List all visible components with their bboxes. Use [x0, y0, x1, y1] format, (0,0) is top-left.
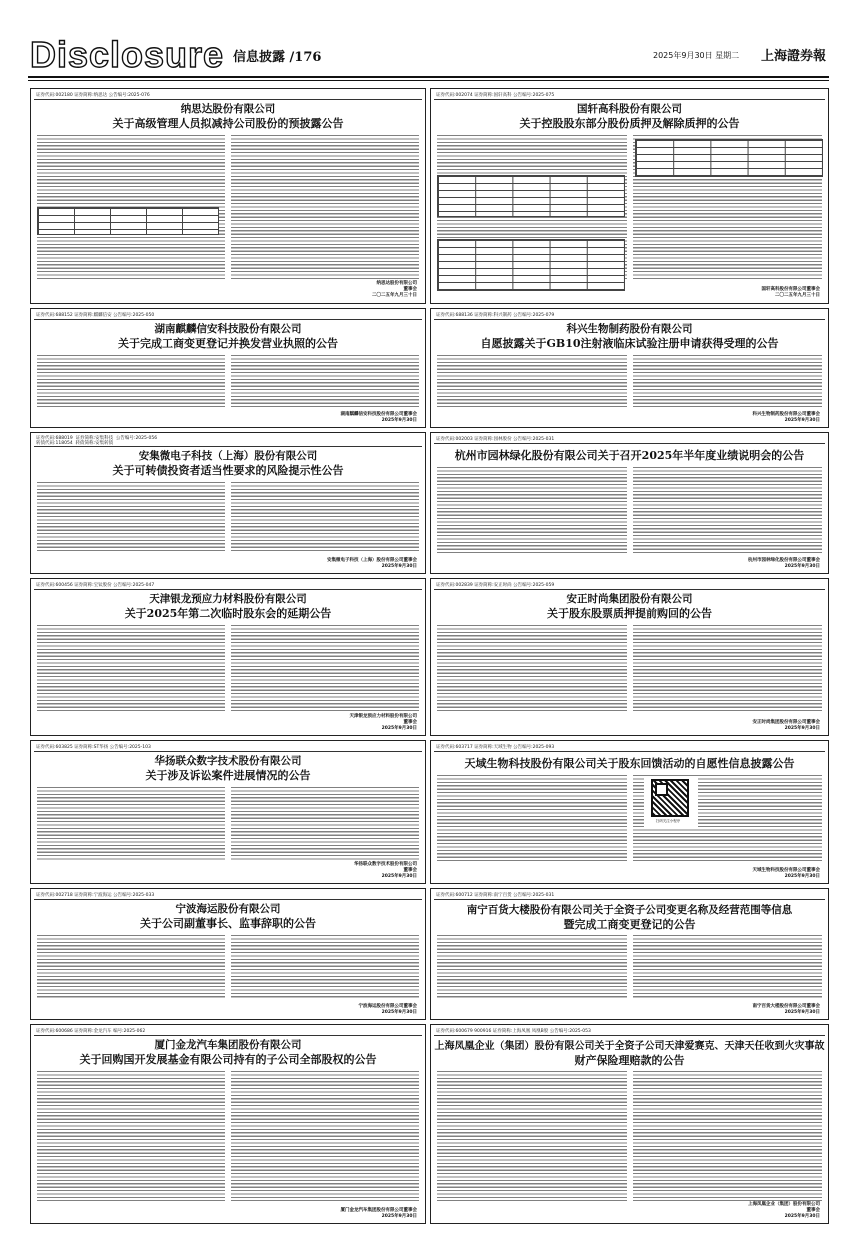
notice-signer: 上海凤凰企业（集团）股份有限公司 董事会 2025年9月30日 — [748, 1202, 820, 1219]
notice-company: 华扬联众数字技术股份有限公司 — [154, 755, 302, 767]
notice-signer: 宁波海运股份有限公司董事会 2025年9月30日 — [358, 1004, 417, 1015]
notice-code: 证券代码:688136 证券简称:科兴制药 公告编号:2025-079 — [436, 313, 555, 318]
notice-nanning-dept — [430, 888, 829, 1020]
notice-body-text — [437, 1071, 822, 1201]
notice-phoenix — [430, 1024, 829, 1224]
notice-body-text — [37, 482, 419, 553]
notice-company: 国轩高科股份有限公司 — [577, 103, 682, 115]
notice-title: 关于回购国开发展基金有限公司持有的子公司全部股权的公告 — [79, 1053, 377, 1066]
notice-title: 天域生物科技股份有限公司关于股东回馈活动的自愿性信息披露公告 — [464, 757, 795, 770]
notice-company: 天津银龙预应力材料股份有限公司 — [149, 593, 307, 605]
notice-code: 证券代码:600456 证券简称:宝钛股份 公告编号:2025-047 — [36, 583, 155, 588]
notice-signer: 南宁百货大楼股份有限公司董事会 2025年9月30日 — [752, 1004, 820, 1015]
notice-anzheng — [430, 578, 829, 736]
shareholding-table — [37, 207, 219, 235]
notice-title: 上海凤凰企业（集团）股份有限公司关于全资子公司天津爱赛克、天津天任收到火灾事故 — [434, 1041, 825, 1052]
notice-guoxuan — [430, 88, 829, 304]
notice-title: 自愿披露关于GB10注射液临床试验注册申请获得受理的公告 — [480, 337, 779, 350]
newspaper-name: 上海證券報 — [761, 49, 827, 64]
notice-code: 证券代码:002003 证券简称:园林股份 公告编号:2025-031 — [436, 437, 555, 442]
notice-title: 关于涉及诉讼案件进展情况的公告 — [145, 769, 311, 782]
notice-company: 湖南麒麟信安科技股份有限公司 — [154, 323, 302, 335]
notice-signer: 安正时尚集团股份有限公司董事会 2025年9月30日 — [752, 720, 820, 731]
notice-kinglong — [30, 1024, 426, 1224]
notice-yuanlin — [430, 432, 829, 574]
notice-signer: 安集微电子科技（上海）股份有限公司董事会 2025年9月30日 — [327, 558, 417, 569]
notice-body-text — [37, 787, 419, 861]
section-title: 信息披露 /176 — [233, 50, 322, 65]
notice-title: 关于完成工商变更登记并换发营业执照的公告 — [118, 337, 338, 350]
notice-signer: 厦门金龙汽车集团股份有限公司董事会 2025年9月30日 — [340, 1208, 417, 1219]
notice-body-text — [37, 355, 419, 407]
notice-tianyu — [430, 740, 829, 884]
notice-title-line2: 暨完成工商变更登记的公告 — [563, 918, 696, 931]
notice-signer: 天津银龙预应力材料股份有限公司 董事会 2025年9月30日 — [349, 714, 417, 731]
section-wordmark: Disclosure — [30, 34, 225, 75]
notice-code: 证券代码:600679 900916 证券简称:上海凤凰 凤凰B股 公告编号:2025-053 — [436, 1029, 591, 1034]
notice-code: 证券代码:688152 证券简称:麒麟信安 公告编号:2025-050 — [36, 313, 155, 318]
notice-code: 证券代码:603825 证券简称:ST华扬 公告编号:2025-103 — [36, 745, 151, 750]
notice-title: 关于2025年第二次临时股东会的延期公告 — [124, 607, 332, 620]
masthead-rule-thin — [28, 80, 829, 81]
notice-code: 证券代码:600712 证券简称:南宁百货 公告编号:2025-031 — [436, 893, 555, 898]
notice-signer: 杭州市园林绿化股份有限公司董事会 2025年9月30日 — [748, 558, 820, 569]
issue-date: 2025年9月30日 星期二 — [653, 51, 740, 60]
notice-signer: 华扬联众数字技术股份有限公司 董事会 2025年9月30日 — [354, 862, 417, 879]
notice-signer: 科兴生物制药股份有限公司董事会 2025年9月30日 — [752, 412, 820, 423]
notice-ningbo-shipping — [30, 888, 426, 1020]
notice-body-text — [37, 1071, 419, 1201]
notice-title: 南宁百货大楼股份有限公司关于全资子公司变更名称及经营范围等信息 — [466, 904, 793, 916]
qr-code-icon[interactable] — [651, 779, 689, 817]
notice-title: 关于公司副董事长、监事辞职的公告 — [140, 917, 316, 930]
notice-body-text — [37, 625, 419, 713]
cumulative-pledge-table — [635, 139, 823, 177]
notice-code: 证券代码:002718 证券简称:宁波海运 公告编号:2025-033 — [36, 893, 155, 898]
notice-title: 关于高级管理人员拟减持公司股份的预披露公告 — [112, 117, 344, 130]
notice-body-text — [437, 935, 822, 999]
notice-code: 证券代码:600686 证券简称:金龙汽车 编号:2025-062 — [36, 1029, 146, 1034]
qr-caption: 扫码关注小程序 — [655, 819, 681, 823]
notice-company: 安正时尚集团股份有限公司 — [566, 593, 693, 605]
masthead-rule — [28, 76, 829, 78]
notice-signer: 纳思达股份有限公司 董事会 二〇二五年九月三十日 — [372, 281, 417, 298]
notice-code: 证券代码:002839 证券简称:安正时尚 公告编号:2025-059 — [436, 583, 555, 588]
pledge-detail-table — [437, 239, 625, 291]
notice-yinlong — [30, 578, 426, 736]
pledge-table — [437, 175, 625, 217]
masthead — [28, 36, 829, 74]
notice-code: 证券代码:688019 证券简称:安集科技 公告编号:2025-056 转债代码:118054 转债简称:安集转债 — [36, 436, 158, 446]
notice-body-text — [437, 355, 822, 407]
notice-company: 安集微电子科技（上海）股份有限公司 — [138, 450, 318, 462]
notice-title: 关于可转债投资者适当性要求的风险提示性公告 — [112, 464, 344, 477]
notice-title-line2: 财产保险理赔款的公告 — [574, 1054, 685, 1067]
notice-company: 宁波海运股份有限公司 — [175, 903, 281, 915]
notice-title: 关于控股股东部分股份质押及解除质押的公告 — [519, 117, 740, 130]
notice-company: 纳思达股份有限公司 — [180, 103, 276, 115]
notice-kexing — [430, 308, 829, 428]
notice-code: 证券代码:603717 证券简称:天域生物 公告编号:2025-093 — [436, 745, 555, 750]
notice-huayang — [30, 740, 426, 884]
notice-anji — [30, 432, 426, 574]
notice-company: 科兴生物制药股份有限公司 — [566, 323, 693, 335]
notice-nasida — [30, 88, 426, 304]
notice-signer: 天域生物科技股份有限公司董事会 2025年9月30日 — [752, 868, 820, 879]
notice-code: 证券代码:002180 证券简称:纳思达 公告编号:2025-076 — [36, 93, 150, 98]
notice-body-text — [437, 775, 822, 861]
notice-body-text — [437, 467, 822, 553]
notice-body-text — [37, 935, 419, 999]
notice-title: 杭州市园林绿化股份有限公司关于召开2025年半年度业绩说明会的公告 — [454, 449, 805, 462]
notice-kylinsec — [30, 308, 426, 428]
notice-title: 关于股东股票质押提前购回的公告 — [547, 607, 712, 620]
notice-code: 证券代码:002074 证券简称:国轩高科 公告编号:2025-075 — [436, 93, 555, 98]
notice-signer: 国轩高科股份有限公司董事会 二〇二五年九月三十日 — [761, 287, 820, 298]
notice-body-text — [437, 625, 822, 713]
notice-signer: 湖南麒麟信安科技股份有限公司董事会 2025年9月30日 — [340, 412, 417, 423]
notice-company: 厦门金龙汽车集团股份有限公司 — [154, 1039, 302, 1051]
